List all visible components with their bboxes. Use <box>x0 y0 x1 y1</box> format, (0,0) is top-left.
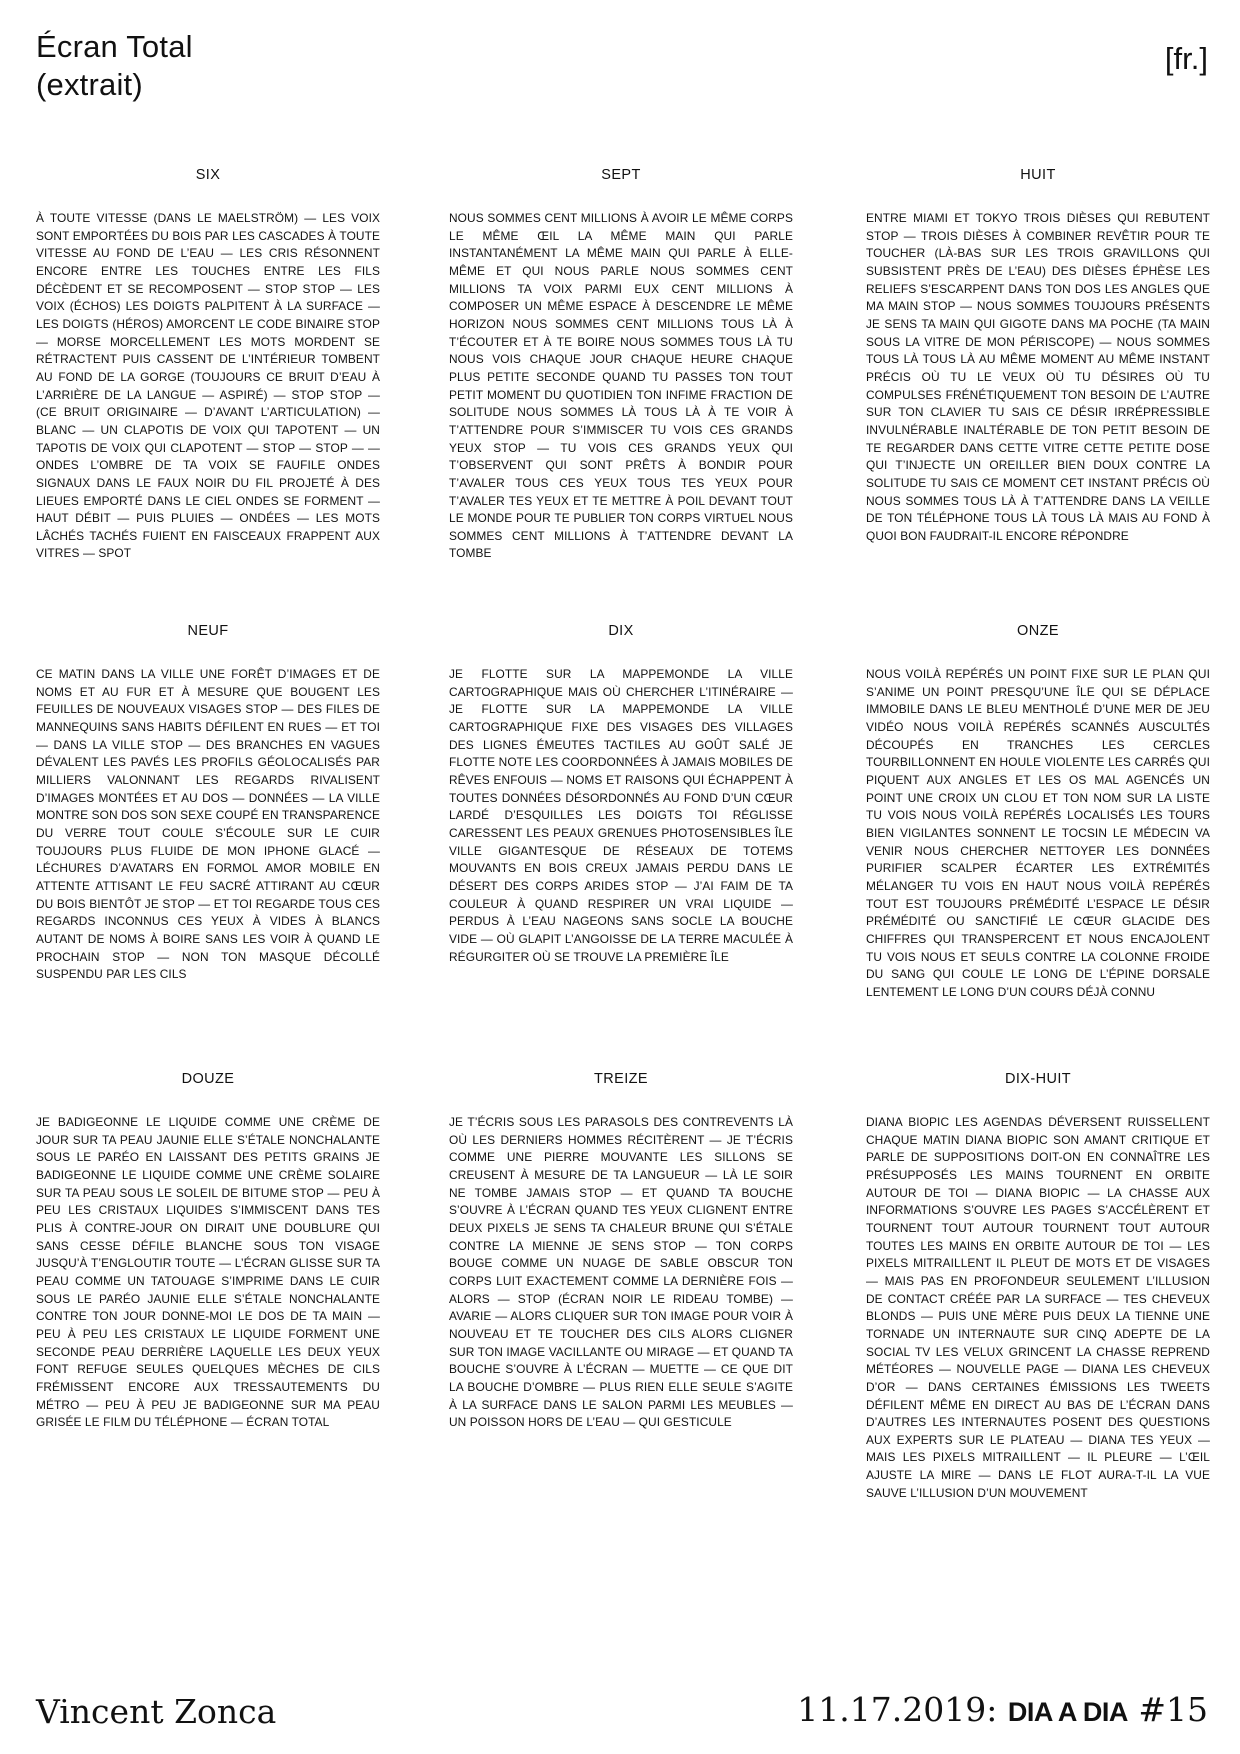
section-heading: TREIZE <box>594 1071 648 1087</box>
section-text: JE BADIGEONNE LE LIQUIDE COMME UNE CRÈME DE JOUR SUR TA PEAU JAUNIE ELLE S’ÉTALE NONCHALANTE SOUS LE PARÉO EN LAISSANT DES PETITS GRAINS JE BADIGEONNE LE LIQUIDE COMME UNE CRÈME SOLAIRE SUR TA PEAU SOUS LE SOLEIL DE BITUME STOP — PEU À PEU LES CRISTAUX LIQUIDES S’IMMISCENT DANS TES PLIS À CONTRE-JOUR ON DIRAIT UNE DOUBLURE QUI SANS CESSE DÉFILE BLANCHE SOUS TON VISAGE JUSQU’À T’ENGLOUTIR TOUTE — L’ÉCRAN GLISSE SUR TA PEAU COMME UN TATOUAGE S’IMPRIME DANS LE CUIR SOUS LE PARÉO JAUNIE ELLE S’ÉTALE NONCHALANTE CONTRE TON JOUR DONNE-MOI LE DOS DE TA MAIN — PEU À PEU LES CRISTAUX LE LIQUIDE FORMENT UNE SECONDE PEAU DERRIÈRE LAQUELLE LES DEUX YEUX FONT REFUGE SEULES QUELQUES MÈCHES DE CILS FRÉMISSENT ENCORE AUX TRESSAUTEMENTS DU MÉTRO — PEU À PEU JE BADIGEONNE SUR MA PEAU GRISÉE LE FILM DU TÉLÉPHONE — ÉCRAN TOTAL <box>36 1115 380 1430</box>
section-heading: SIX <box>195 167 221 183</box>
section-heading: DIX-HUIT <box>1004 1071 1072 1087</box>
section-text: JE T’ÉCRIS SOUS LES PARASOLS DES CONTREVENTS LÀ OÙ LES DERNIERS HOMMES RÉCITÈRENT — JE T’ÉCRIS COMME UNE PIERRE MOUVANTE LES SILLONS SE CREUSENT À MESURE DE TA LANGUEUR — LÀ LE SOIR NE TOMBE JAMAIS STOP — ET QUAND TA BOUCHE S’OUVRE À L’ÉCRAN QUAND TES YEUX CLIGNENT ENTRE DEUX PIXELS JE SENS TA CHALEUR BRUNE QUI S’ÉTALE CONTRE LA MIENNE JE SENS STOP — TON CORPS BOUGE COMME UN NUAGE DE SABLE OBSCUR TON CORPS LUIT EXACTEMENT COMME LA DERNIÈRE FOIS — ALORS — STOP (ÉCRAN NOIR LE RIDEAU TOMBE) — AVARIE — ALORS CLIQUER SUR TON IMAGE POUR VOIR À NOUVEAU ET TE TOUCHER DES CILS ALORS CLIGNER SUR TON IMAGE VACILLANTE OU MIRAGE — ET QUAND TA BOUCHE S’OUVRE À L’ÉCRAN — MUETTE — CE QUE DIT LA BOUCHE D’OMBRE — PLUS RIEN ELLE SEULE S’AGITE À LA SURFACE DANS LE SALON PARMI LES MEUBLES — UN POISSON HORS DE L’EAU — QUI GESTICULE <box>449 1115 793 1430</box>
section-text: À TOUTE VITESSE (DANS LE MAELSTRÖM) — LES VOIX SONT EMPORTÉES DU BOIS PAR LES CASCADES À TOUTE VITESSE AU FOND DE L’EAU — LES CRIS RÉSONNENT ENCORE ENTRE LES TOUCHES ENTRE LES FILS DÉCÈDENT ET SE RECOMPOSENT — STOP STOP — LES VOIX (ÉCHOS) LES DOIGTS PALPITENT À LA SURFACE — LES DOIGTS (HÉROS) AMORCENT LE CODE BINAIRE STOP — MORSE MORCELLEMENT LES MOTS MORDENT SE RÉTRACTENT PUIS CASSENT DE L’INTÉRIEUR TOMBENT AU FOND DE LA GORGE (TOUJOURS CE BRUIT D’EAU À L’ARRIÈRE DE LA LANGUE — ASPIRÉ) — STOP STOP — (CE BRUIT ORIGINAIRE — D’AVANT L’ARTICULATION) — BLANC — UN CLAPOTIS DE VOIX QUI TAPOTENT — UN TAPOTIS DE VOIX QUI CLAPOTENT — STOP — STOP — — ONDES L’OMBRE DE TA VOIX SE FAUFILE ONDES SIGNAUX DANS LE FAUX NOIR DU FIL PROJETÉ À DES LIEUES EMPORTÉ DANS LE CIEL ONDES SE FORMENT — HAUT DÉBIT — PUIS PLUIES — ONDÉES — LES MOTS LÂCHÉS TACHÉS FUIENT EN FAISCEAUX FRAPPENT AUX VITRES — SPOT <box>36 211 380 561</box>
section-text: ENTRE MIAMI ET TOKYO TROIS DIÈSES QUI REBUTENT STOP — TROIS DIÈSES À COMBINER REVÊTIR POUR TE TOUCHER (LÀ-BAS SUR LES TROIS GRAVILLONS QUI SUBSISTENT PRÈS DE L’EAU) DES DIÈSES ÉPHÈSE LES RELIEFS S’ESCARPENT DANS TON DOS LES ANGLES QUE MA MAIN STOP — NOUS SOMMES TOUJOURS PRÉSENTS JE SENS TA MAIN QUI GIGOTE DANS MA POCHE (TA MAIN SOUS LA VITRE DE MON PÉRISCOPE) — NOUS SOMMES TOUS LÀ TOUS LÀ AU MÊME MOMENT AU MÊME INSTANT PRÉCIS OÙ TU LE VEUX OÙ TU DÉSIRES OÙ TU COMPULSES FRÉNÉTIQUEMENT TON BESOIN DE L’AUTRE SUR TON CLAVIER TU SAIS CE DÉSIR IRRÉPRESSIBLE INVULNÉRABLE INALTÉRABLE DE TON PETIT BESOIN DE TE REGARDER DANS CETTE VITRE CETTE PETITE DOSE QUI T’INJECTE UN OREILLER BIEN DOUX CONTRE LA SOLITUDE TU SAIS CE MOMENT CET INSTANT PRÉCIS OÙ NOUS SOMMES TOUS LÀ À T’ATTENDRE DANS LA VEILLE DE TON TÉLÉPHONE TOUS LÀ TOUS LÀ MAIS AU FOND À QUOI BON FAUDRAIT-IL ENCORE RÉPONDRE <box>866 211 1210 543</box>
author-name: Vincent Zonca <box>36 1692 277 1731</box>
publication-line <box>797 1690 1208 1732</box>
section-douze <box>36 1070 380 1432</box>
section-text: DIANA BIOPIC LES AGENDAS DÉVERSENT RUISSELLENT CHAQUE MATIN DIANA BIOPIC SON AMANT CRITIQUE ET PARLE DE SUPPOSITIONS DOIT-ON EN CONNAÎTRE LES PRÉSUPPOSÉS LES MAINS TOURNENT EN ORBITE AUTOUR DE TOI — DIANA BIOPIC — LA CHASSE AUX INFORMATIONS S’OUVRE LES PAGES S’ACCÉLÈRENT ET TOURNENT TOUT AUTOUR TOURNENT TOUT AUTOUR TOUTES LES MAINS EN ORBITE AUTOUR DE TOI — LES PIXELS MITRAILLENT IL PLEUT DE MOTS ET DE VISAGES — MAIS PAS EN PROFONDEUR SEULEMENT L’ILLUSION DE CONTACT CRÉÉE PAR LA SURFACE — TES CHEVEUX BLONDS — PUIS UNE MÈRE PUIS DEUX LA TIENNE UNE TORNADE UN INTERNAUTE SUR CINQ ADEPTE DE LA SOCIAL TV LES VELUX GRINCENT LA CHASSE REPREND MÉTÉORES — NOUVELLE PAGE — DIANA LES CHEVEUX D’OR — DANS CERTAINES ÉMISSIONS LES TWEETS DÉFILENT MÊME EN DIRECT AU BAS DE L’ÉCRAN DANS D’AUTRES LES INTERNAUTES POSENT DES QUESTIONS AUX EXPERTS SUR LE PLATEAU — DIANA TES YEUX — MAIS LES PIXELS MITRAILLENT — IL PLEURE — L’ŒIL AJUSTE LA MIRE — DANS LE FLOT AURA-T-IL LA VUE SAUVE L’ILLUSION D’UN MOUVEMENT <box>866 1115 1210 1500</box>
section-heading: HUIT <box>1020 167 1056 183</box>
section-onze <box>866 622 1210 1001</box>
section-six <box>36 166 380 563</box>
section-heading: DOUZE <box>181 1071 235 1087</box>
issue-number: #15 <box>1138 1690 1208 1729</box>
section-text: CE MATIN DANS LA VILLE UNE FORÊT D’IMAGES ET DE NOMS ET AU FUR ET À MESURE QUE BOUGENT LES FEUILLES DE NOUVEAUX VISAGES STOP — DES FILES DE MANNEQUINS SANS HABITS DÉFILENT EN RUES — ET TOI — DANS LA VILLE STOP — DES BRANCHES EN VAGUES DÉVALENT LES PAVÉS LES PROFILS GÉOLOCALISÉS PAR MILLIERS VALONNANT LES REGARDS RIVALISENT D’IMAGES MONTÉES ET AU DOS — DONNÉES — LA VILLE MONTRE SON DOS SON SEXE COUPÉ EN TRANSPARENCE DU VERRE TOUT COULE S’ÉCOULE SUR LE CUIR TOUJOURS PLUS FLUIDE DE MON IPHONE GLACÉ — LÉCHURES D’AVATARS EN FORMOL AMOR MOBILE EN ATTENTE ATTISANT LE FEU SACRÉ ATTIRANT AU CŒUR DU BOIS BIENTÔT JE STOP — ET TOI REGARDE TOUS CES REGARDS INCONNUS CES YEUX À VIDES À BLANCS AUTANT DE NOMS À BOIRE SANS LES VOIR À QUAND LE PROCHAIN STOP — NON TON MASQUE DÉCOLLÉ SUSPENDU PAR LES CILS <box>36 667 380 982</box>
section-dix-huit <box>866 1070 1210 1502</box>
section-text: JE FLOTTE SUR LA MAPPEMONDE LA VILLE CARTOGRAPHIQUE MAIS OÙ CHERCHER L’ITINÉRAIRE — JE FLOTTE SUR LA MAPPEMONDE LA VILLE CARTOGRAPHIQUE FIXE DES VISAGES DES VILLAGES DES LIGNES ÉMEUTES TACTILES AU GOÛT SALÉ JE FLOTTE NOTE LES COORDONNÉES À JAMAIS MOBILES DE RÊVES ENFOUIS — NOMS ET RAISONS QUI ÉCHAPPENT À TOUTES DONNÉES DÉSORDONNÉS AU FOND D’UN CŒUR LARDÉ D’ESQUILLES LES DOIGTS TOI RÉGLISSE CARESSENT LES PEAUX GRENUES PHOTOSENSIBLES ÎLE VILLE GIGANTESQUE DE RÉSEAUX DE TOTEMS MOUVANTS EN BOIS CREUX JAMAIS PERDU DANS LE DÉSERT DES CORPS ARIDES STOP — J’AI FAIM DE TA COULEUR À QUAND RESPIRER UN VRAI LIQUIDE — PERDUS À L’EAU NAGEONS SANS SOCLE LA BOUCHE VIDE — OÙ GLAPIT L’ANGOISSE DE LA TERRE MACULÉE À RÉGURGITER OÙ SE TROUVE LA PREMIÈRE ÎLE <box>449 667 793 964</box>
section-text: NOUS SOMMES CENT MILLIONS À AVOIR LE MÊME CORPS LE MÊME ŒIL LA MÊME MAIN QUI PARLE INSTANTANÉMENT LA MÊME MAIN QUI PARLE À ELLE-MÊME ET QUI NOUS PARLE NOUS SOMMES CENT MILLIONS TA VOIX PARMI EUX CENT MILLIONS À COMPOSER UN MÊME ESPACE À DESCENDRE LE MÊME HORIZON NOUS SOMMES CENT MILLIONS TOUS LÀ À T’ÉCOUTER ET À TE BOIRE NOUS SOMMES TOUS LÀ TU NOUS VOIS CHAQUE JOUR CHAQUE HEURE CHAQUE PLUS PETITE SECONDE QUAND TU PASSES TON TOUT PETIT MOMENT DU QUOTIDIEN TON INFIME FRACTION DE SOLITUDE NOUS SOMMES LÀ TOUS LÀ À TE VOIR À T’ATTENDRE POUR S’IMMISCER TU VOIS CES GRANDS YEUX STOP — TU VOIS CES GRANDS YEUX QUI T’OBSERVENT QUI SONT PRÊTS À BONDIR POUR T’AVALER TOUS CES YEUX TOUS TES YEUX POUR T’AVALER TES YEUX ET TE METTRE À POIL DEVANT TOUT LE MONDE POUR TE PUBLIER TON CORPS VIRTUEL NOUS SOMMES CENT MILLIONS À T’ATTENDRE DEVANT LA TOMBE <box>449 211 793 561</box>
section-text: NOUS VOILÀ REPÉRÉS UN POINT FIXE SUR LE PLAN QUI S’ANIME UN POINT PRESQU’UNE ÎLE QUI SE DÉPLACE IMMOBILE DANS LE BLEU MENTHOLÉ D’UNE MER DE JEU VIDÉO NOUS VOILÀ REPÉRÉS SCANNÉS AUSCULTÉS DÉCOUPÉS EN TRANCHES LES CERCLES TOURBILLONNENT EN HOULE VIOLENTE LES CARRÉS QUI PIQUENT AUX ANGLES ET LES OS MAL AGENCÉS UN POINT UNE CROIX UN CLOU ET TON NOM SUR LA LISTE TU VOIS NOUS VOILÀ REPÉRÉS LOCALISÉS LES TOURS BIEN VIGILANTES SONNENT LE TOCSIN LE MÉDECIN VA VENIR NOUS CHERCHER NETTOYER LES DONNÉES PURIFIER SCALPER ÉCARTER LES EXTRÉMITÉS MÉLANGER TU VOIS EN HAUT NOUS VOILÀ REPÉRÉS TOUT EST TOUJOURS PRÉMÉDITÉ L’ESPACE LE DÉSIR PRÉMÉDITÉ OU SANCTIFIÉ LE CŒUR GLACIDE DES CHIFFRES QUI TRANSPERCENT ET NOUS ENCAJOLENT TU VOIS NOUS ET SEULS CONTRE LA COLONNE FROIDE DU SANG QUI COULE LE LONG DE L’ÉPINE DORSALE LENTEMENT LE LONG D’UN COURS DÉJÀ CONNU <box>866 667 1210 999</box>
sections-grid <box>36 0 1210 1700</box>
section-treize <box>449 1070 793 1432</box>
section-heading: SEPT <box>601 167 641 183</box>
title-line-1: Écran Total <box>36 29 193 64</box>
section-huit <box>866 166 1210 545</box>
language-tag: [fr.] <box>1164 41 1208 76</box>
section-heading: ONZE <box>1017 623 1059 639</box>
section-sept <box>449 166 793 563</box>
section-neuf <box>36 622 380 984</box>
section-heading: NEUF <box>187 623 229 639</box>
publication-date: 11.17.2019: <box>797 1690 998 1729</box>
series-name: DIA A DIA <box>1007 1697 1128 1727</box>
title-line-2: (extrait) <box>36 67 143 102</box>
section-dix <box>449 622 793 966</box>
section-heading: DIX <box>608 623 634 639</box>
